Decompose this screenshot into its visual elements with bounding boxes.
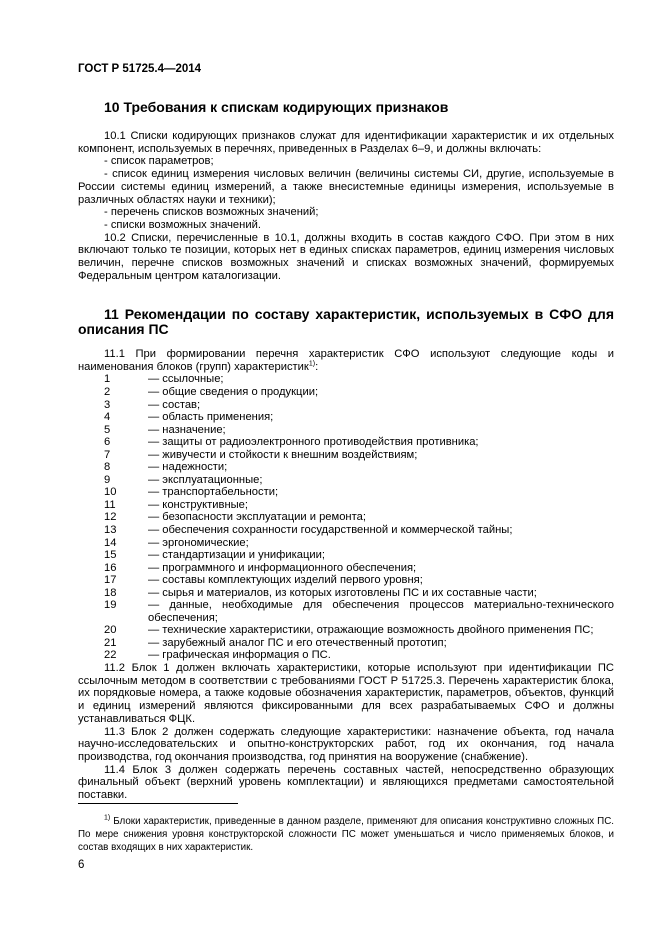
block-code: 12 [104,511,117,524]
block-list-item [78,399,614,412]
paragraph-11-4: 11.4 Блок 3 должен содержать перечень составных частей, непосредственно образующих финальный объект (верхний уровень комплектации) и являющихся предметами самостоятельной поставки. [78,763,614,802]
block-code: 17 [104,574,117,587]
block-name: — эргономические; [148,536,249,549]
footnote-ref[interactable]: 1) [308,359,316,367]
block-list-item [78,373,614,386]
footnote-text: Блоки характеристик, приведенные в данном разделе, применяют для описания конструктивно сложных ПС. По мере снижения уровня конструкторской сложности ПС может уменьшаться и число применяемых блоков, и состав входящих в них характеристик. [78,816,614,853]
block-list-item [78,424,614,437]
block-code: 10 [104,486,117,499]
block-code: 20 [104,624,117,637]
colon: : [315,360,319,373]
footnote-divider [78,803,238,804]
footnote [78,816,614,854]
block-list-item [78,562,614,575]
block-name: — назначение; [148,423,226,436]
block-code: 18 [104,586,117,599]
paragraph-10-2: 10.2 Списки, перечисленные в 10.1, должны входить в состав каждого СФО. При этом в них включают только те позиции, которых нет в единых списках параметров, единиц измерения числовых величин, перечне списков возможных значений и списках возможных значений, формируемых Федеральным центром каталогизации. [78,231,614,282]
paragraph-11-1 [78,348,614,373]
block-code: 16 [104,561,117,574]
block-code: 8 [104,461,111,474]
block-list-item [78,549,614,562]
paragraph-11-1-text: 11.1 При формировании перечня характеристик СФО используют следующие коды и наименования блоков (групп) характеристик [78,348,614,373]
list-item: - списки возможных значений. [104,218,261,231]
paragraph-11-3: 11.3 Блок 2 должен содержать следующие характеристики: назначение объекта, год начала научно-исследовательских и опытно-конструкторских работ, год их окончания, год начала производства, год окончания производства, год принятия на вооружение (снабжение). [78,725,614,763]
block-name: — конструктивные; [148,498,249,511]
block-code: 7 [104,448,111,461]
block-list-item [78,386,614,399]
block-name: — живучести и стойкости к внешним воздействиям; [148,448,418,461]
block-name: — технические характеристики, отражающие возможность двойного применения ПС; [148,624,594,637]
block-code: 4 [104,411,111,424]
block-name: — защиты от радиоэлектронного противодействия противника; [148,436,479,449]
document-header: ГОСТ Р 51725.4—2014 [78,63,202,75]
block-list-item [78,637,614,650]
block-list-item [78,587,614,600]
block-code: 2 [104,385,111,398]
block-name: — эксплуатационные; [148,473,263,486]
section-10-title: 10 Требования к спискам кодирующих признаков [104,99,449,115]
block-name: — надежности; [148,461,228,474]
block-list-item [78,574,614,587]
section-11-title: 11 Рекомендации по составу характеристик, используемых в СФО для описания ПС [78,306,614,337]
section-11-body [78,348,614,802]
block-name: — стандартизации и унификации; [148,549,325,562]
block-list-item [78,486,614,499]
paragraph-10-1: 10.1 Списки кодирующих признаков служат для идентификации характеристик и их отдельных компонент, используемых в перечнях, приведенных в Разделах 6–9, и должны включать: [78,130,614,155]
block-name: — общие сведения о продукции; [148,385,319,398]
block-code: 3 [104,398,111,411]
block-name: — зарубежный аналог ПС и его отечественный прототип; [148,636,447,649]
block-name: — ссылочные; [148,373,224,386]
block-name: — обеспечения сохранности государственной и коммерческой тайны; [148,523,513,536]
list-item: - список единиц измерения числовых величин (величины системы СИ, другие, используемые в России системы единиц измерений, а также внесистемные единицы измерения, используемые в различных областях науки и техники); [78,168,614,206]
block-name: — состав; [148,398,201,411]
block-list [78,373,614,662]
block-list-item [78,649,614,662]
block-list-item [78,537,614,550]
block-code: 13 [104,523,117,536]
block-name: — транспортабельности; [148,486,279,499]
block-code: 15 [104,549,117,562]
block-name: — сырья и материалов, из которых изготовлены ПС и их составные части; [148,586,537,599]
block-code: 21 [104,636,117,649]
block-name: — безопасности эксплуатации и ремонта; [148,511,366,524]
list-item: - список параметров; [104,155,214,168]
block-code: 6 [104,436,111,449]
block-code: 22 [104,649,117,662]
block-list-item [78,436,614,449]
block-list-item [78,599,614,624]
block-name: — программного и информационного обеспечения; [148,561,417,574]
block-list-item [78,461,614,474]
block-code: 1 [104,373,111,386]
block-list-item [78,511,614,524]
block-code: 19 [104,599,117,612]
block-list-item [78,624,614,637]
list-item: - перечень списков возможных значений; [104,206,319,219]
block-list-item [78,524,614,537]
block-list-item [78,449,614,462]
block-code: 9 [104,473,111,486]
block-name: — графическая информация о ПС. [148,649,331,662]
block-name: — область применения; [148,411,274,424]
block-code: 5 [104,423,111,436]
block-list-item [78,499,614,512]
block-name: — составы комплектующих изделий первого уровня; [148,574,423,587]
block-list-item [78,411,614,424]
block-list-item [78,474,614,487]
block-code: 11 [104,498,116,511]
page-number: 6 [78,859,85,871]
block-name: — данные, необходимые для обеспечения процессов материально-технического обеспечения; [148,599,614,624]
paragraph-11-2: 11.2 Блок 1 должен включать характеристики, которые используют при идентификации ПС ссылочным методом в соответствии с требованиями ГОСТ Р 51725.3. Перечень характеристик блока, их порядковые номера, а также кодовые обозначения характеристик, параметров, объектов, функций и единиц измерений являются фиксированными для всех разрабатываемых СФО и должны устанавливаться ФЦК. [78,661,614,725]
block-code: 14 [104,536,117,549]
footnote-mark: 1) [104,814,111,822]
section-10-body [78,130,614,282]
